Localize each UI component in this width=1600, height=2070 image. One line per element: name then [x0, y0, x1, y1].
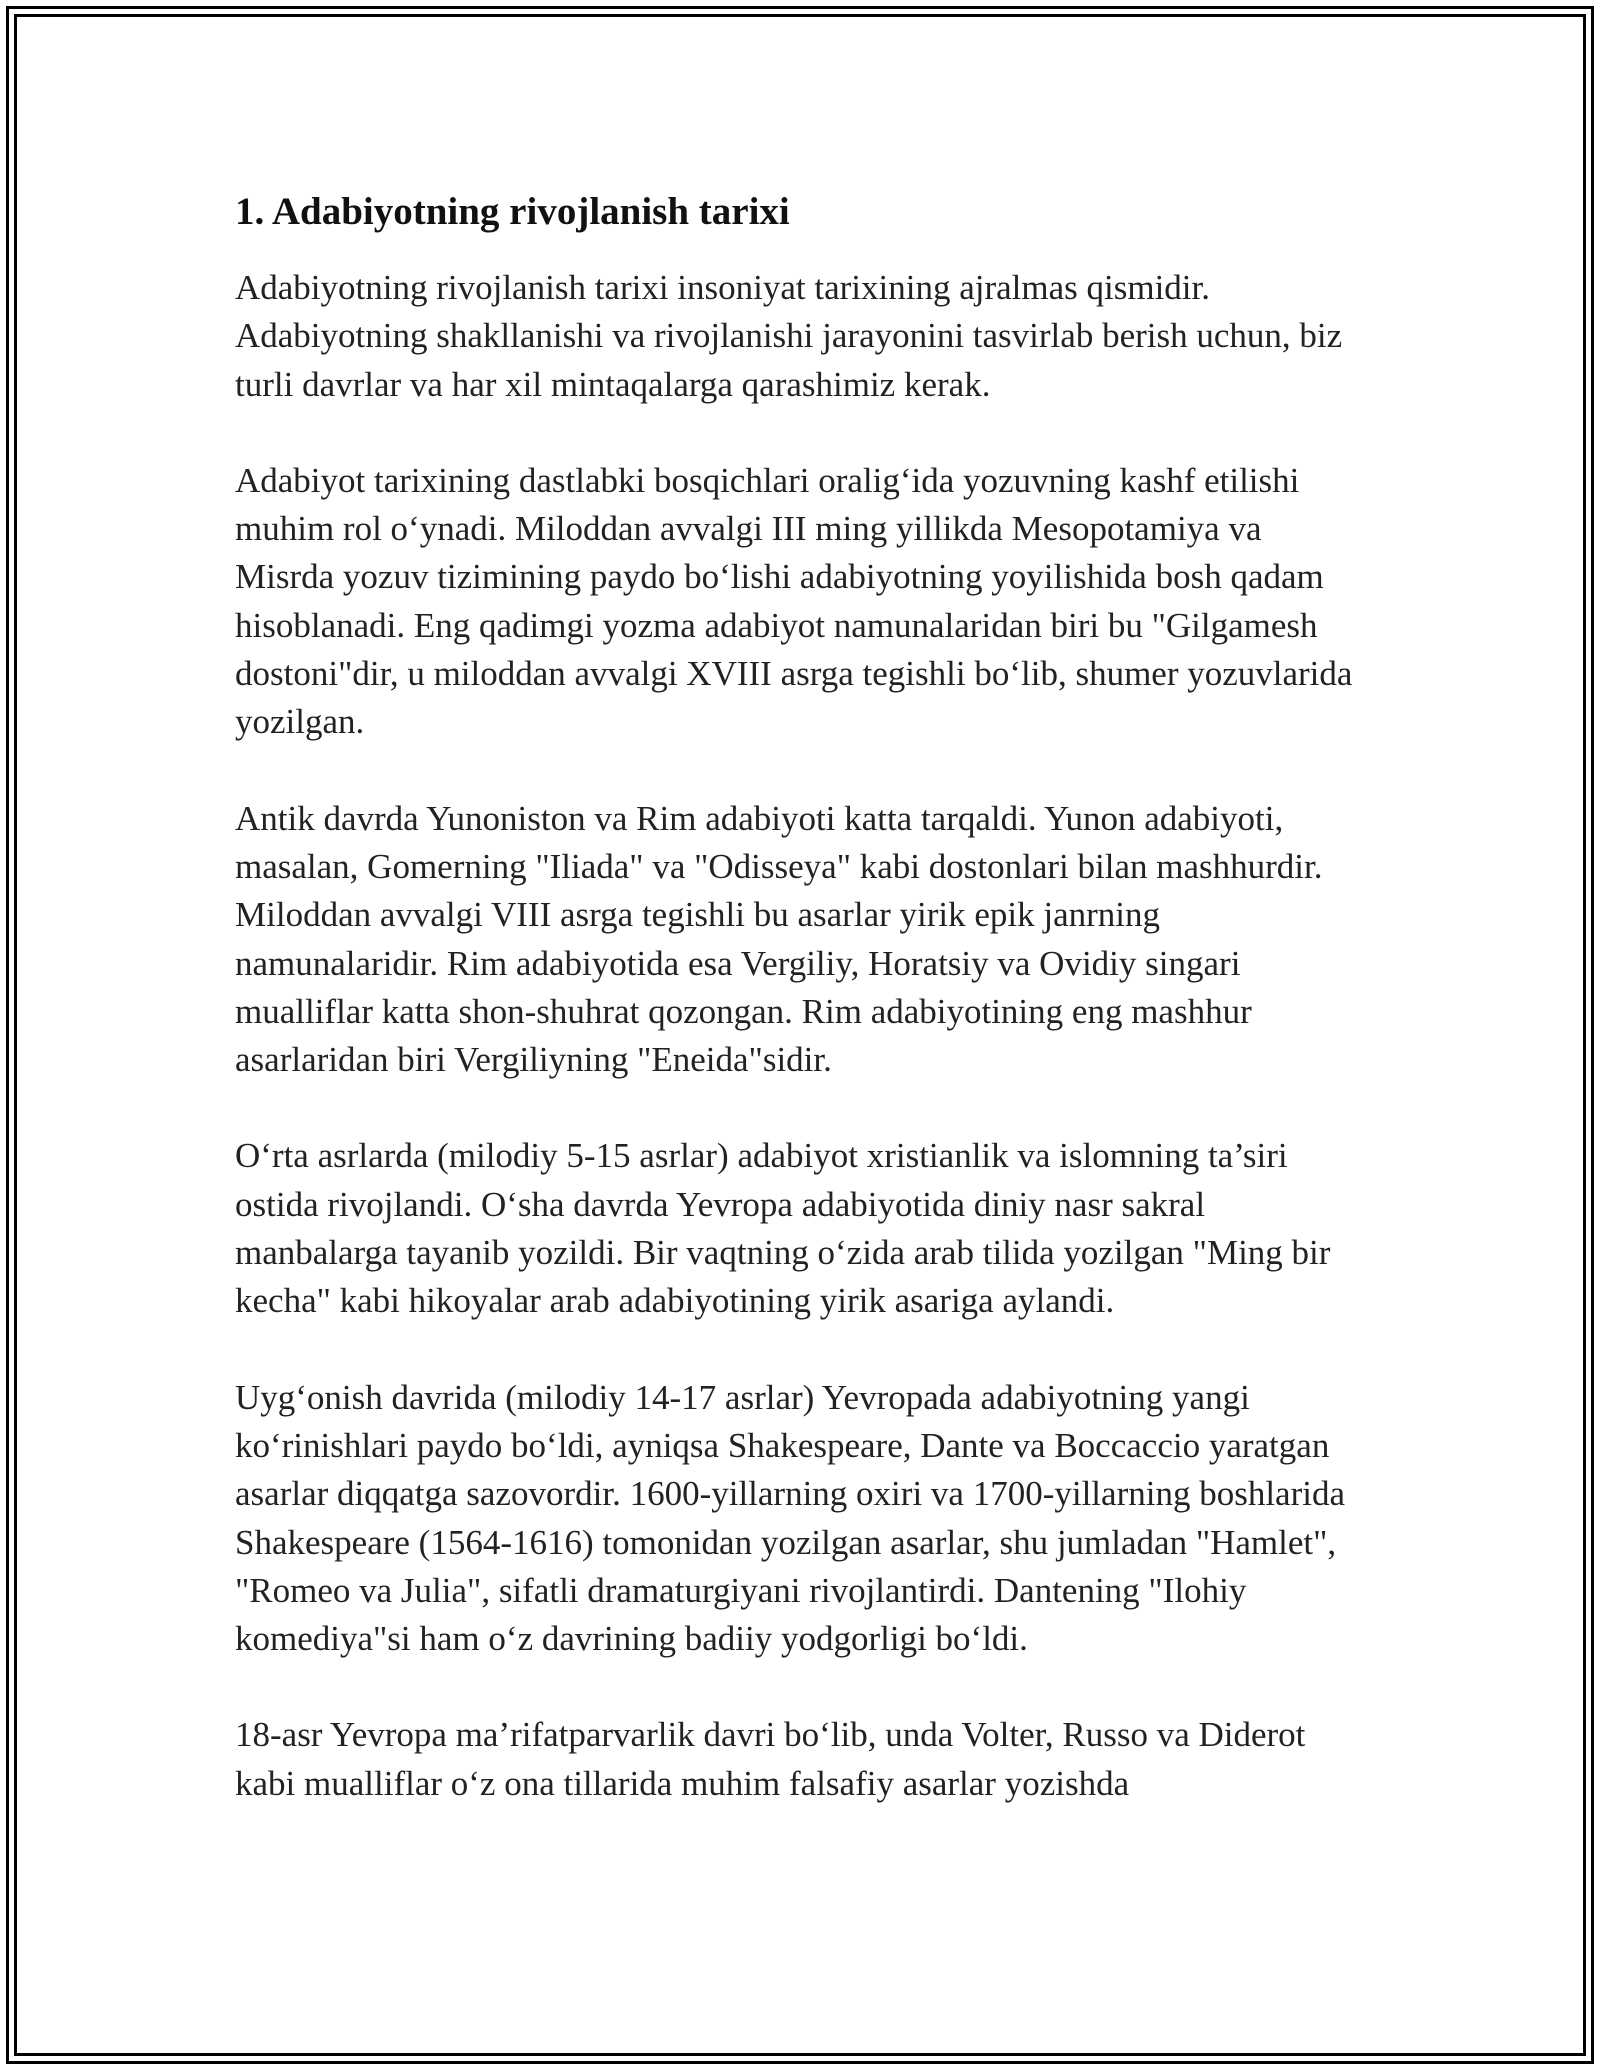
paragraph-enlightenment: 18-asr Yevropa ma’rifatparvarlik davri bo‘lib, unda Volter, Russo va Diderot kabi mualliflar o‘z ona tillarida muhim falsafiy asarlar yozishda	[235, 1715, 1306, 1803]
paragraph-antiquity: Antik davrda Yunoniston va Rim adabiyoti katta tarqaldi. Yunon adabiyoti, masalan, Gomerning "Iliada" va "Odisseya" kabi dostonlari bilan mashhurdir. Miloddan avvalgi VIII asrga tegishli bu asarlar yirik epik janrning namunalaridir. Rim adabiyotida esa Vergiliy, Horatsiy va Ovidiy singari mualliflar katta shon-shuhrat qozongan. Rim adabiyotining eng mashhur asarlaridan biri Vergiliyning "Eneida"sidir.	[235, 798, 1323, 1080]
paragraph-early-writing: Adabiyot tarixining dastlabki bosqichlari oralig‘ida yozuvning kashf etilishi muhim rol o‘ynadi. Miloddan avvalgi III ming yillikda Mesopotamiya va Misrda yozuv tizimining paydo bo‘lishi adabiyotning yoyilishida bosh qadam hisoblanadi. Eng qadimgi yozma adabiyot namunalaridan biri bu "Gilgamesh dostoni"dir, u miloddan avvalgi XVIII asrga tegishli bo‘lib, shumer yozuvlarida yozilgan.	[235, 460, 1353, 742]
page-title: 1. Adabiyotning rivojlanish tarixi	[235, 190, 790, 233]
paragraph-renaissance: Uyg‘onish davrida (milodiy 14-17 asrlar) Yevropada adabiyotning yangi ko‘rinishlari paydo bo‘ldi, ayniqsa Shakespeare, Dante va Boccaccio yaratgan asarlar diqqatga sazovordir. 1600-yillarning oxiri va 1700-yillarning boshlarida Shakespeare (1564-1616) tomonidan yozilgan asarlar, shu jumladan "Hamlet", "Romeo va Julia", sifatli dramaturgiyani rivojlantirdi. Dantening "Ilohiy komediya"si ham o‘z davrining badiiy yodgorligi bo‘ldi.	[235, 1377, 1345, 1659]
paragraph-middle-ages: O‘rta asrlarda (milodiy 5-15 asrlar) adabiyot xristianlik va islomning ta’siri ostida rivojlandi. O‘sha davrda Yevropa adabiyotida diniy nasr sakral manbalarga tayanib yozildi. Bir vaqtning o‘zida arab tilida yozilgan "Ming bir kecha" kabi hikoyalar arab adabiyotining yirik asariga aylandi.	[235, 1136, 1331, 1321]
paragraph-intro: Adabiyotning rivojlanish tarixi insoniyat tarixining ajralmas qismidir. Adabiyotning shakllanishi va rivojlanishi jarayonini tasvirlab berish uchun, biz turli davrlar va har xil mintaqalarga qarashimiz kerak.	[235, 268, 1343, 404]
document-body	[235, 188, 1365, 1856]
